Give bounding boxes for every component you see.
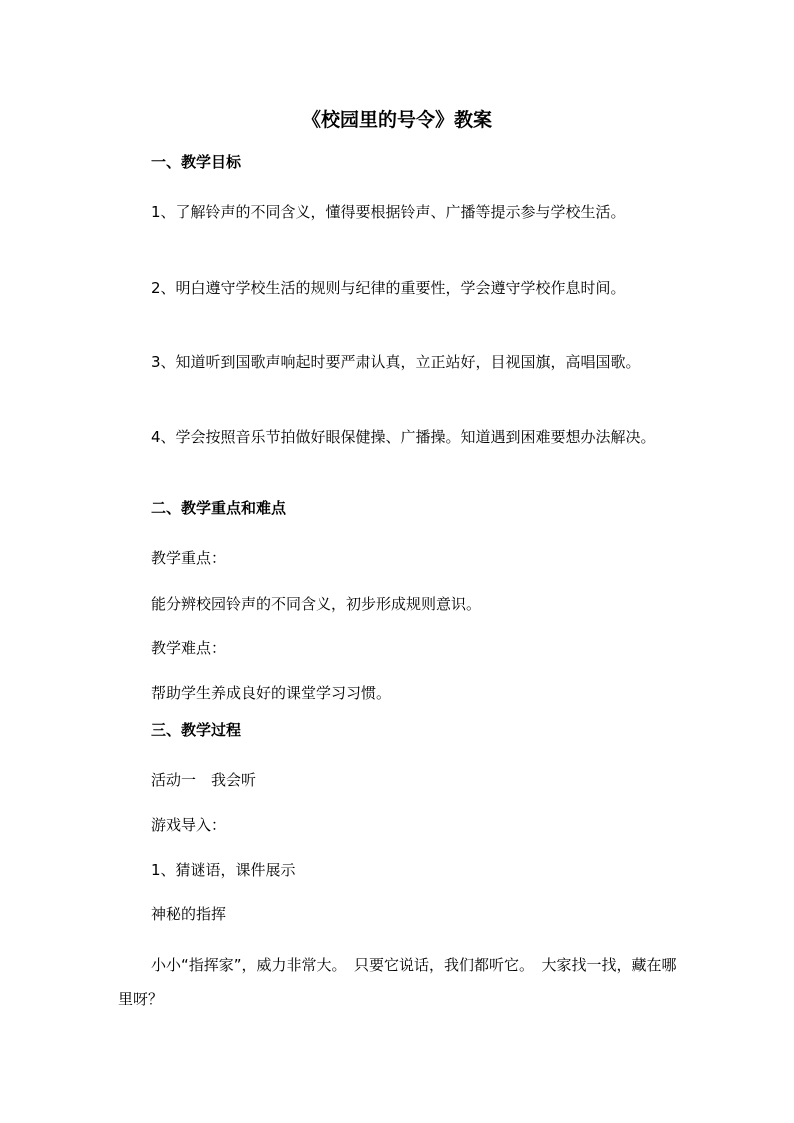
difficulty-text: 帮助学生养成良好的课堂学习习惯。 — [151, 684, 392, 702]
key-point-label: 教学重点： — [151, 549, 227, 567]
section-heading-objectives: 一、教学目标 — [151, 153, 242, 171]
riddle-text: 小小“指挥家”，威力非常大。 只要它说话，我们都听它。 大家找一找，藏在哪里呀？ — [118, 956, 677, 1008]
key-point-text: 能分辨校园铃声的不同含义，初步形成规则意识。 — [151, 595, 482, 613]
objective-item-2: 2、明白遵守学校生活的规则与纪律的重要性，学会遵守学校作息时间。 — [151, 279, 626, 297]
objective-item-1: 1、了解铃声的不同含义，懂得要根据铃声、广播等提示参与学校生活。 — [151, 203, 626, 221]
difficulty-label: 教学难点： — [151, 639, 227, 657]
document-title: 《校园里的号令》教案 — [301, 109, 492, 131]
activity-title: 活动一 我会听 — [151, 771, 257, 789]
section-heading-process: 三、教学过程 — [151, 721, 242, 739]
objective-item-4: 4、学会按照音乐节拍做好眼保健操、广播操。知道遇到困难要想办法解决。 — [151, 428, 656, 446]
riddle-title: 神秘的指挥 — [151, 905, 227, 923]
section-heading-key-points: 二、教学重点和难点 — [151, 499, 287, 517]
objective-item-3: 3、知道听到国歌声响起时要严肃认真，立正站好，目视国旗，高唱国歌。 — [151, 353, 641, 371]
game-intro-label: 游戏导入： — [151, 816, 227, 834]
step-1-text: 1、猜谜语，课件展示 — [151, 861, 296, 879]
